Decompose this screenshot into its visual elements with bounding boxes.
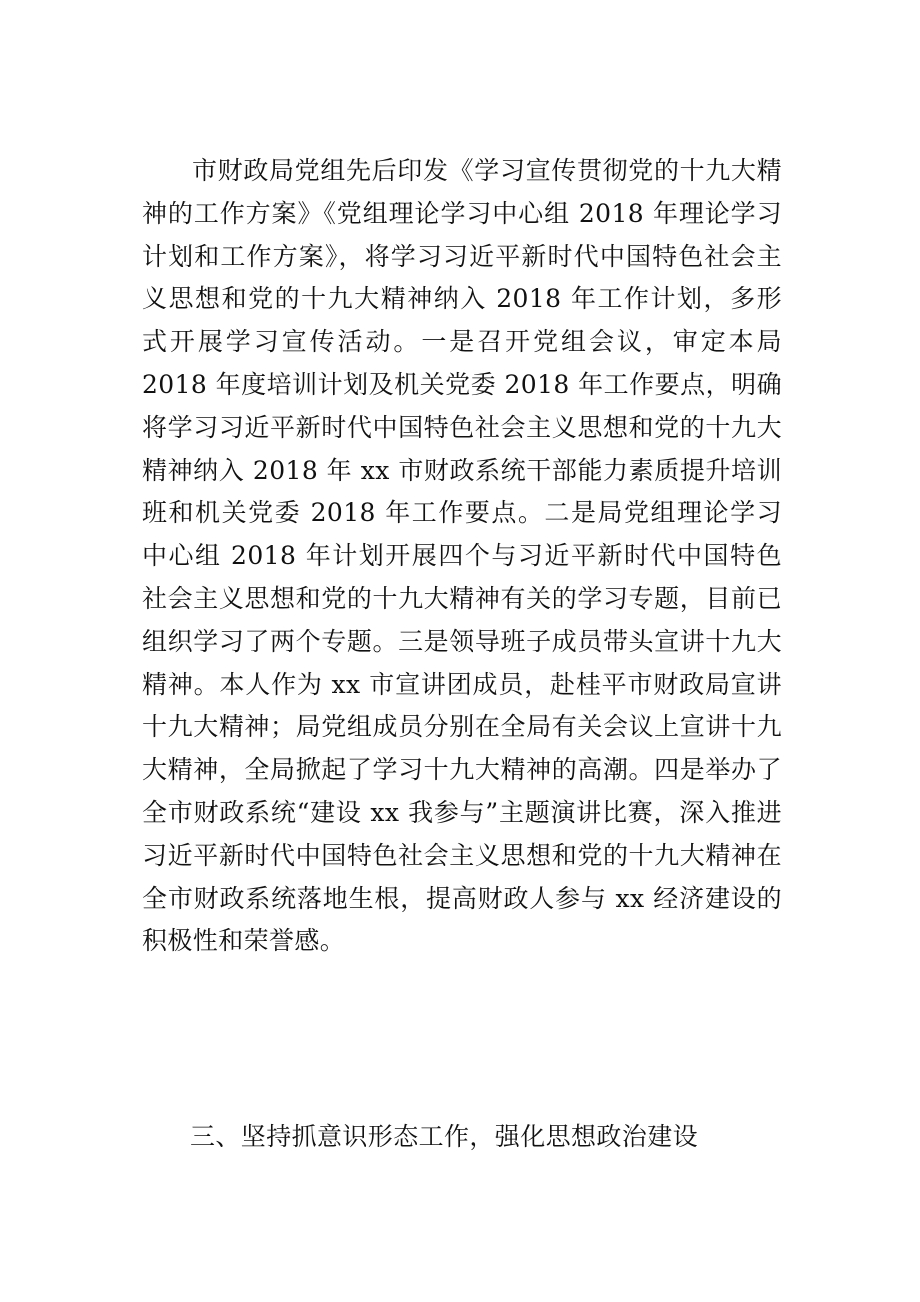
body-paragraph: 市财政局党组先后印发《学习宣传贯彻党的十九大精神的工作方案》《党组理论学习中心组 2018 年理论学习计划和工作方案》，将学习习近平新时代中国特色社会主义思想和党的十九大精神纳入 2018 年工作计划，多形式开展学习宣传活动。一是召开党组会议，审定本局 2018 年度培训计划及机关党委 2018 年工作要点，明确将学习习近平新时代中国特色社会主义思想和党的十九大精神纳入 2018 年 xx 市财政系统干部能力素质提升培训班和机关党委 2018 年工作要点。二是局党组理论学习中心组 2018 年计划开展四个与习近平新时代中国特色社会主义思想和党的十九大精神有关的学习专题，目前已组织学习了两个专题。三是领导班子成员带头宣讲十九大精神。本人作为 xx 市宣讲团成员，赴桂平市财政局宣讲十九大精神；局党组成员分别在全局有关会议上宣讲十九大精神，全局掀起了学习十九大精神的高潮。四是举办了全市财政系统“建设 xx 我参与”主题演讲比赛，深入推进习近平新时代中国特色社会主义思想和党的十九大精神在全市财政系统落地生根，提高财政人参与 xx 经济建设的积极性和荣誉感。 <box>142 156 782 956</box>
section-heading: 三、坚持抓意识形态工作，强化思想政治建设 <box>190 1122 699 1151</box>
